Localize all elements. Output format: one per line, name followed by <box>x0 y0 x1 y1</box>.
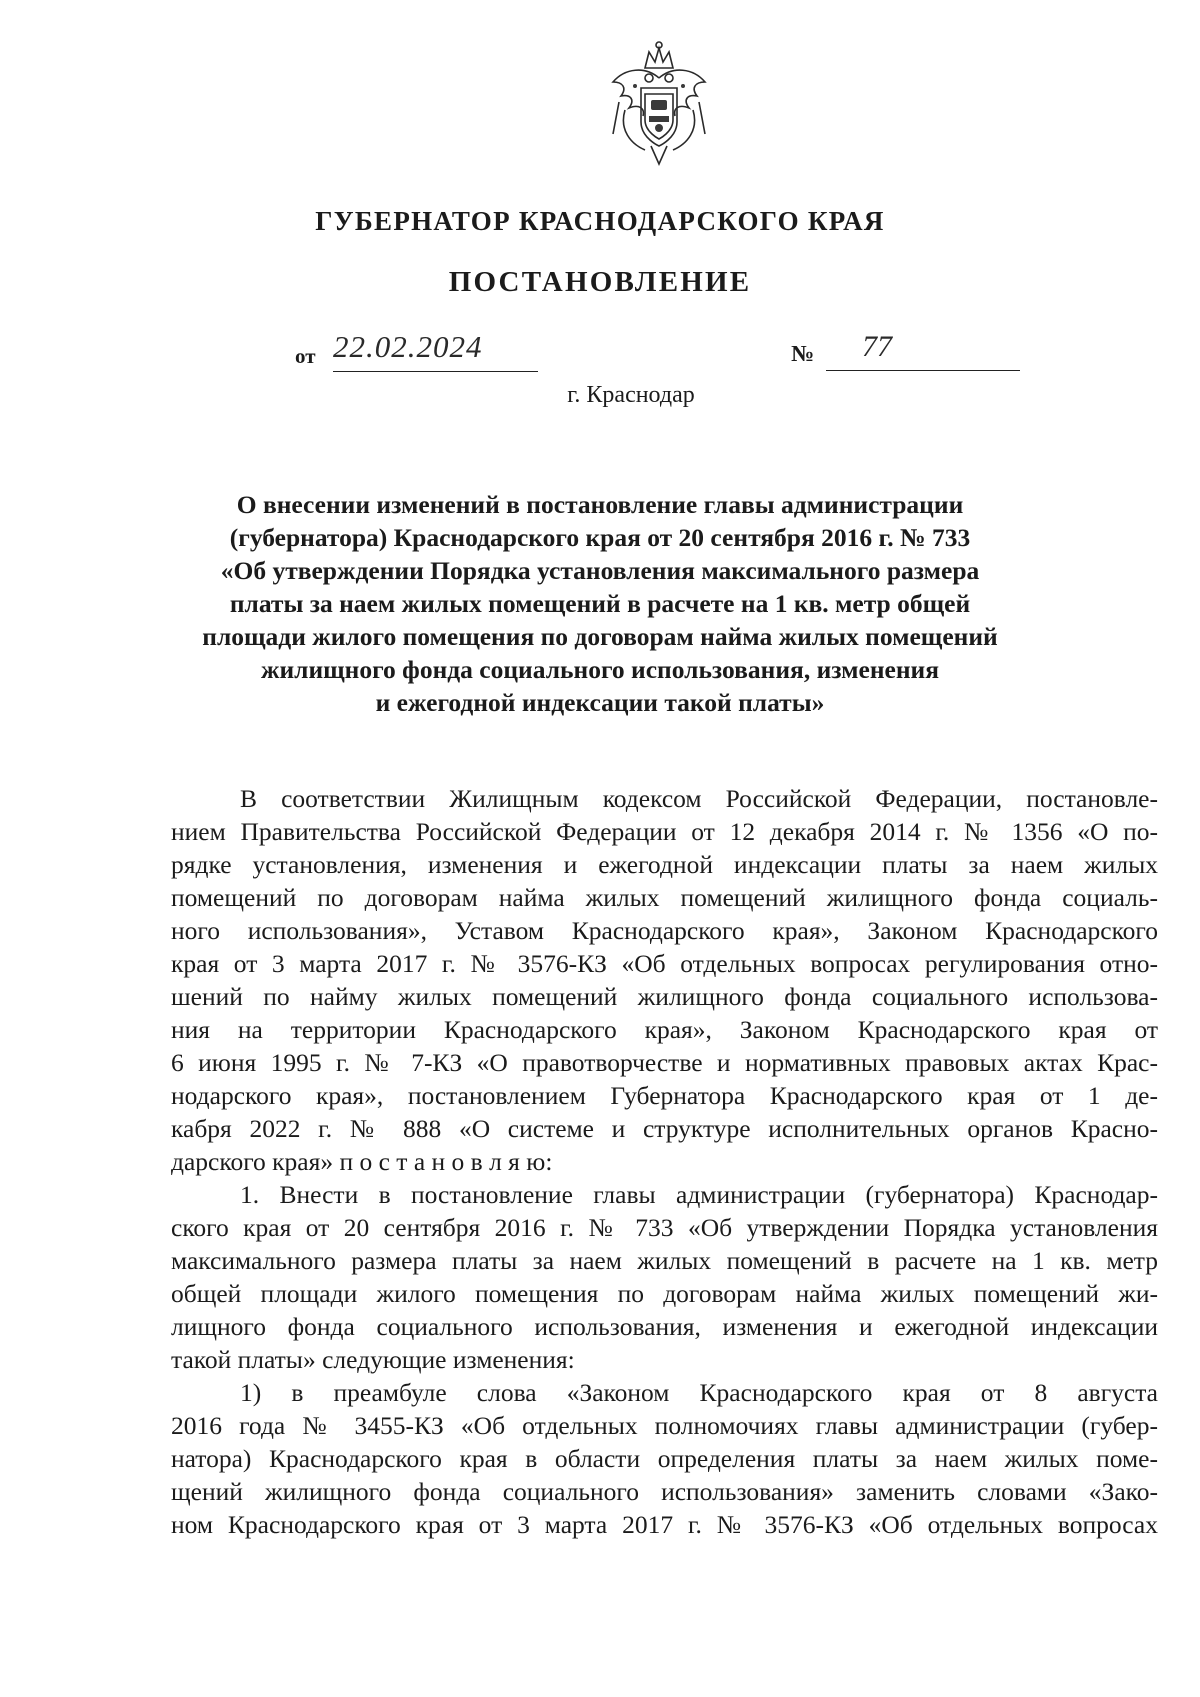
city-of-issue: г. Краснодар <box>567 382 695 408</box>
body-line: В соответствии Жилищным кодексом Российской Федерации, постановле- <box>240 784 1158 813</box>
body-line: лищного фонда социального использования, изменения и ежегодной индексации <box>171 1312 1158 1341</box>
body-line: помещений по договорам найма жилых помещений жилищного фонда социаль- <box>171 883 1158 912</box>
handwritten-date: 22.02.2024 <box>333 327 538 372</box>
body-line: общей площади жилого помещения по договорам найма жилых помещений жи- <box>171 1279 1158 1308</box>
body-line: ного использования», Уставом Краснодарского края», Законом Краснодарского <box>171 916 1158 945</box>
body-line: максимального размера платы за наем жилых помещений в расчете на 1 кв. метр <box>171 1246 1158 1275</box>
subject-line: «Об утверждении Порядка установления максимального размера <box>220 556 980 585</box>
body-line: 6 июня 1995 г. № 7-КЗ «О правотворчестве и нормативных правовых актах Крас- <box>171 1048 1158 1077</box>
body-line: ном Краснодарского края от 3 марта 2017 г. № 3576-КЗ «Об отдельных вопросах <box>171 1510 1158 1539</box>
body-line: края от 3 марта 2017 г. № 3576-КЗ «Об отдельных вопросах регулирования отно- <box>171 949 1158 978</box>
body-line: такой платы» следующие изменения: <box>171 1345 575 1374</box>
body-line: натора) Краснодарского края в области определения платы за наем жилых поме- <box>171 1444 1158 1473</box>
subject-line: площади жилого помещения по договорам найма жилых помещений <box>202 622 998 651</box>
body-line: кабря 2022 г. № 888 «О системе и структуре исполнительных органов Красно- <box>171 1114 1158 1143</box>
body-line: шений по найму жилых помещений жилищного фонда социального использова- <box>171 982 1158 1011</box>
subject-line: (губернатора) Краснодарского края от 20 сентября 2016 г. № 733 <box>229 523 971 552</box>
document-type: ПОСТАНОВЛЕНИЕ <box>448 266 752 298</box>
number-label: № <box>791 341 815 366</box>
subject-line: жилищного фонда социального использования, изменения <box>260 655 940 684</box>
body-line: нодарского края», постановлением Губернатора Краснодарского края от 1 де- <box>171 1081 1158 1110</box>
document-body <box>171 782 1158 1541</box>
date-prefix: от <box>295 344 316 368</box>
coat-of-arms-icon <box>605 38 713 173</box>
body-line: ского края от 20 сентября 2016 г. № 733 «Об утверждении Порядка установления <box>171 1213 1158 1242</box>
subject-line: и ежегодной индексации такой платы» <box>375 688 825 717</box>
body-line: 1. Внести в постановление главы администрации (губернатора) Краснодар- <box>240 1180 1158 1209</box>
body-line: щений жилищного фонда социального использования» заменить словами «Зако- <box>171 1477 1158 1506</box>
body-line: нием Правительства Российской Федерации от 12 декабря 2014 г. № 1356 «О по- <box>171 817 1158 846</box>
subject-line: платы за наем жилых помещений в расчете на 1 кв. метр общей <box>229 589 971 618</box>
handwritten-number: 77 <box>826 327 1020 371</box>
body-line: 1) в преамбуле слова «Законом Краснодарского края от 8 августа <box>240 1378 1158 1407</box>
body-line: дарского края» п о с т а н о в л я ю: <box>171 1147 553 1176</box>
subject-line: О внесении изменений в постановление главы администрации <box>236 490 964 519</box>
document-subject <box>200 488 1000 719</box>
body-line: 2016 года № 3455-КЗ «Об отдельных полномочиях главы администрации (губер- <box>171 1411 1158 1440</box>
body-line: рядке установления, изменения и ежегодной индексации платы за наем жилых <box>171 850 1158 879</box>
issuing-authority: ГУБЕРНАТОР КРАСНОДАРСКОГО КРАЯ <box>315 206 885 236</box>
body-line: ния на территории Краснодарского края», Законом Краснодарского края от <box>171 1015 1158 1044</box>
